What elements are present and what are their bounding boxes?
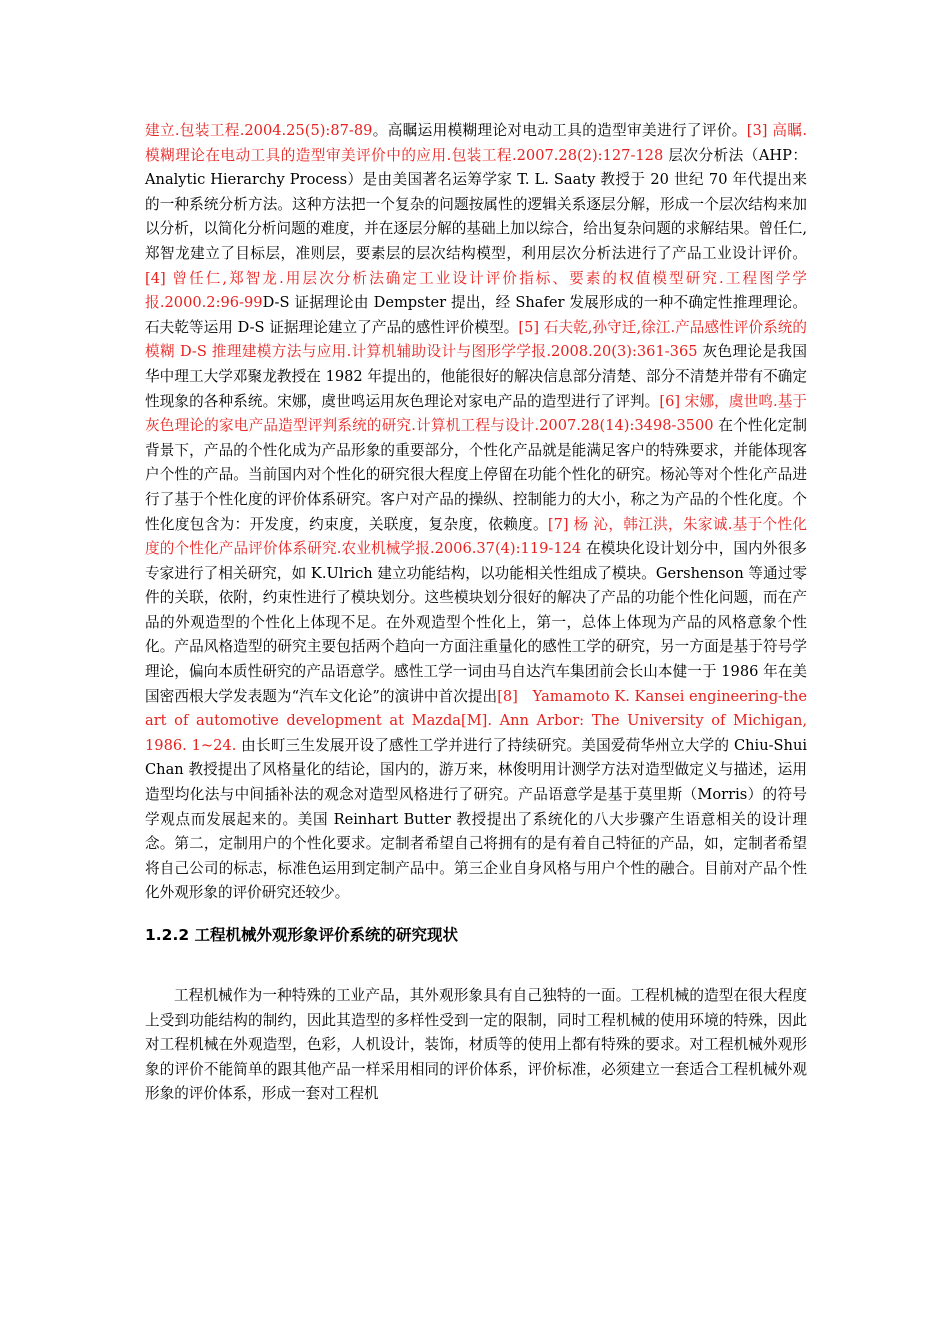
body-text: 在模块化设计划分中，国内外很多专家进行了相关研究，如 K.Ulrich 建立功能结构，以功能相关性组成了模块。Gershenson 等通过零件的关联，依附，约束性进行了模块划分。这些模块划分很好的解决了产品的功能个性化问题，而在产品的外观造型的个性化上体现不足。在外观造型个性化上，第一，总体上体现为产品的风格意象个性化。产品风格造型的研究主要包括两个趋向一方面注重量化的感性工学的研究，另一方面是基于符号学理论，偏向本质性研究的产品语意学。感性工学一词由马自达汽车集团前会长山本健一于 1986 年在美国密西根大学发表题为“汽车文化论”的演讲中首次提出 [145,540,808,705]
body-paragraph-2: 工程机械作为一种特殊的工业产品，其外观形象具有自己独特的一面。工程机械的造型在很大程度上受到功能结构的制约，因此其造型的多样性受到一定的限制，同时工程机械的使用环境的特殊，因此对工程机械在外观造型，色彩，人机设计，装饰，材质等的使用上都有特殊的要求。对工程机械外观形象的评价不能简单的跟其他产品一样采用相同的评价体系，评价标准，必须建立一套适合工程机械外观形象的评价体系，形成一套对工程机 [145,987,807,1103]
body-text: 。高瞩运用模糊理论对电动工具的造型审美进行了评价。 [372,122,747,139]
reference-text: [4] 曾任仁,郑智龙.用层次分析法确定工业设计评价指标、要素的权值模型研究.工程图学学报.2000.2:96-99 [145,269,807,312]
reference-text: [7] 杨 沁，韩江洪，朱家诚.基于个性化度的个性化产品评价体系研究.农业机械学报.2006.37(4):119-124 [145,515,807,558]
body-paragraph [145,119,807,906]
body-text: 由长町三生发展开设了感性工学并进行了持续研究。美国爱荷华州立大学的 Chiu-Shui Chan 教授提出了风格量化的结论，国内的，游万来，林俊明用计测学方法对造型做定义与描述，运用造型均化法与中间插补法的观念对造型风格进行了研究。产品语意学是基于莫里斯（Morris）的符号学观点而发展起来的。美国 Reinhart Butter 教授提出了系统化的八大步骤产生语意相关的设计理念。第二，定制用户的个性化要求。定制者希望自己将拥有的是有着自己特征的产品，如，定制者希望将自己公司的标志，标准色运用到定制产品中。第三企业自身风格与用户个性的融合。目前对产品个性化外观形象的评价研究还较少。 [145,736,808,902]
reference-text: [6] 宋娜，虞世鸣.基于灰色理论的家电产品造型评判系统的研究.计算机工程与设计.2007.28(14):3498-3500 [145,392,807,435]
document-page [145,119,807,1107]
reference-text: 建立.包装工程.2004.25(5):87-89 [145,122,373,139]
reference-text: [3] 高瞩.模糊理论在电动工具的造型审美评价中的应用.包装工程.2007.28(2):127-128 [145,122,807,164]
body-text: 灰色理论是我国华中理工大学邓聚龙教授在 1982 年提出的，他能很好的解决信息部分清楚、部分不清楚并带有不确定性现象的各种系统。宋娜，虞世鸣运用灰色理论对家电产品的造型进行了评判。 [145,343,807,410]
reference-text: [8] Yamamoto K. Kansei engineering-the art of automotive development at Mazda[M]. Ann Arbor: The University of Michigan, 1986. 1~24. [145,687,807,754]
body-text: 在个性化定制背景下，产品的个性化成为产品形象的重要部分，个性化产品就是能满足客户的特殊要求，并能体现客户个性的产品。当前国内对个性化的研究很大程度上停留在功能个性化的研究。杨沁等对个性化产品进行了基于个性化度的评价体系研究。客户对产品的操纵、控制能力的大小，称之为产品的个性化度。个性化度包含为：开发度，约束度，关联度，复杂度，依赖度。 [145,417,808,533]
section-heading: 1.2.2 工程机械外观形象评价系统的研究现状 [145,926,459,944]
body-text: 层次分析法（AHP：Analytic Hierarchy Process）是由美国著名运筹学家 T. L. Saaty 教授于 20 世纪 70 年代提出来的一种系统分析方法。这种方法把一个复杂的问题按属性的逻辑关系逐层分解，形成一个层次结构来加以分析，以简化分析问题的难度，并在逐层分解的基础上加以综合，给出复杂问题的求解结果。曾任仁,郑智龙建立了目标层，准则层，要素层的层次结构模型，利用层次分析法进行了产品工业设计评价。 [145,146,807,262]
body-text: D-S 证据理论由 Dempster 提出，经 Shafer 发展形成的一种不确定性推理理论。石夫乾等运用 D-S 证据理论建立了产品的感性评价模型。 [145,294,807,336]
reference-text: [5] 石夫乾,孙守迁,徐江.产品感性评价系统的模糊 D-S 推理建模方法与应用.计算机辅助设计与图形学学报.2008.20(3):361-365 [145,318,808,361]
